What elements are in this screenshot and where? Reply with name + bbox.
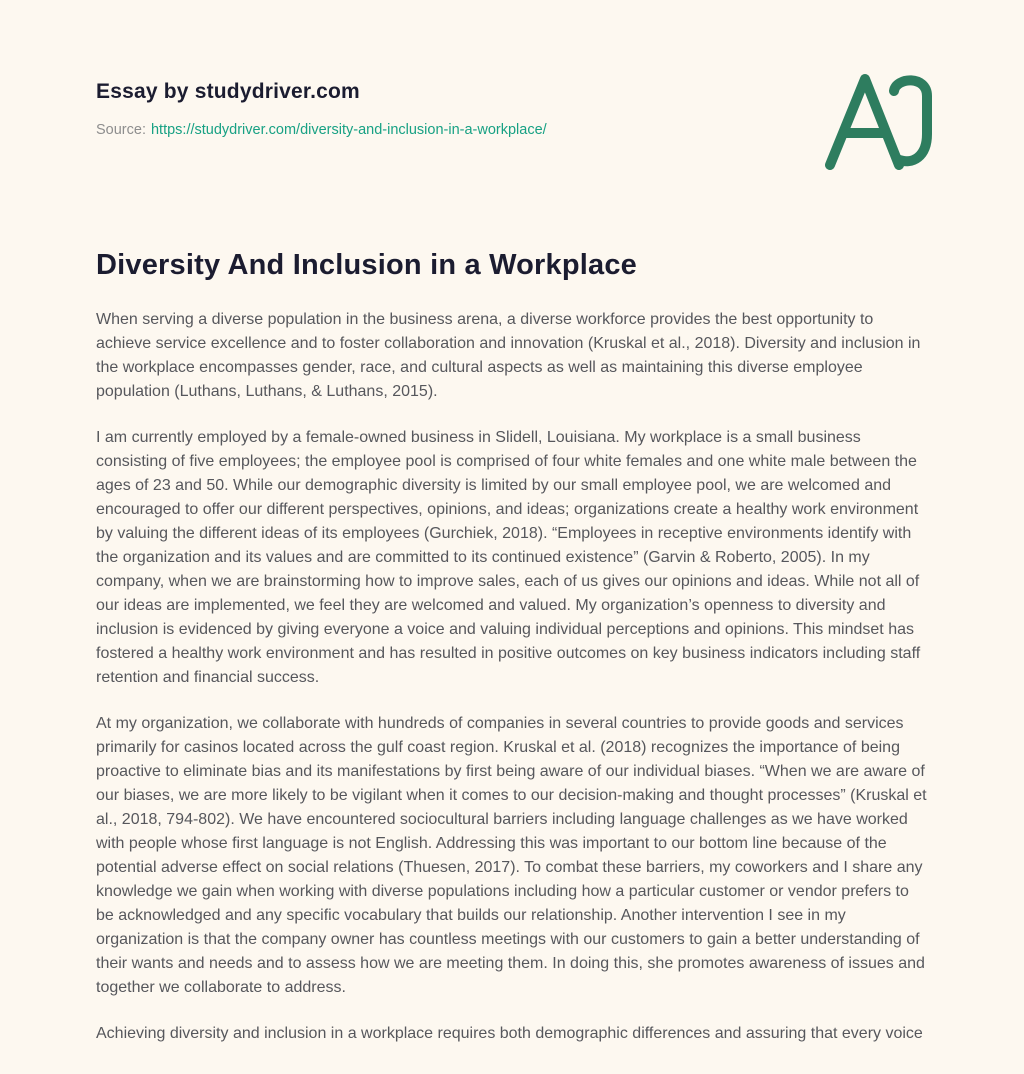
essay-title: Diversity And Inclusion in a Workplace [96,249,638,281]
studydriver-logo-icon [824,72,942,170]
source-link[interactable]: https://studydriver.com/diversity-and-inclusion-in-a-workplace/ [150,122,547,138]
source-label: Source: [96,122,146,138]
essay-byline: Essay by studydriver.com [96,80,360,103]
document-header [96,80,928,139]
essay-content [96,249,928,1046]
essay-paragraph: At my organization, we collaborate with hundreds of companies in several countries to provide goods and services primarily for casinos located across the gulf coast region. Kruskal et al. (2018) recognizes the importance of being proactive to eliminate bias and its manifestations by first being aware of our individual biases. “When we are aware of our biases, we are more likely to be vigilant when it comes to our decision-making and thought processes” (Kruskal et al., 2018, 794-802). We have encountered sociocultural barriers including language challenges as we have worked with people whose first language is not English. Addressing this was important to our bottom line because of the potential adverse effect on social relations (Thuesen, 2017). To combat these barriers, my coworkers and I share any knowledge we gain when working with diverse populations including how a particular customer or vendor prefers to be acknowledged and any specific vocabulary that builds our relationship. Another intervention I see in my organization is that the company owner has countless meetings with our customers to gain a better understanding of their wants and needs and to assess how we are meeting them. In doing this, she promotes awareness of issues and together we collaborate to address. [96,715,927,996]
essay-paragraph: I am currently employed by a female-owned business in Slidell, Louisiana. My workplace is a small business consisting of five employees; the employee pool is comprised of four white females and one white male between the ages of 23 and 50. While our demographic diversity is limited by our small employee pool, we are welcomed and encouraged to offer our different perspectives, opinions, and ideas; organizations create a healthy work environment by valuing the different ideas of its employees (Gurchiek, 2018). “Employees in receptive environments identify with the organization and its values and are committed to its continued existence” (Garvin & Roberto, 2005). In my company, when we are brainstorming how to improve sales, each of us gives our opinions and ideas. While not all of our ideas are implemented, we feel they are welcomed and valued. My organization’s openness to diversity and inclusion is evidenced by giving everyone a voice and valuing individual perceptions and opinions. This mindset has fostered a healthy work environment and has resulted in positive outcomes on key business indicators including staff retention and financial success. [96,429,921,686]
source-line [96,121,928,139]
essay-paragraph: Achieving diversity and inclusion in a workplace requires both demographic differences and assuring that every voice [96,1025,923,1042]
essay-paragraph: When serving a diverse population in the business arena, a diverse workforce provides the best opportunity to achieve service excellence and to foster collaboration and innovation (Kruskal et al., 2018). Diversity and inclusion in the workplace encompasses gender, race, and cultural aspects as well as maintaining this diverse employee population (Luthans, Luthans, & Luthans, 2015). [96,311,921,400]
header-text-block [96,80,928,139]
